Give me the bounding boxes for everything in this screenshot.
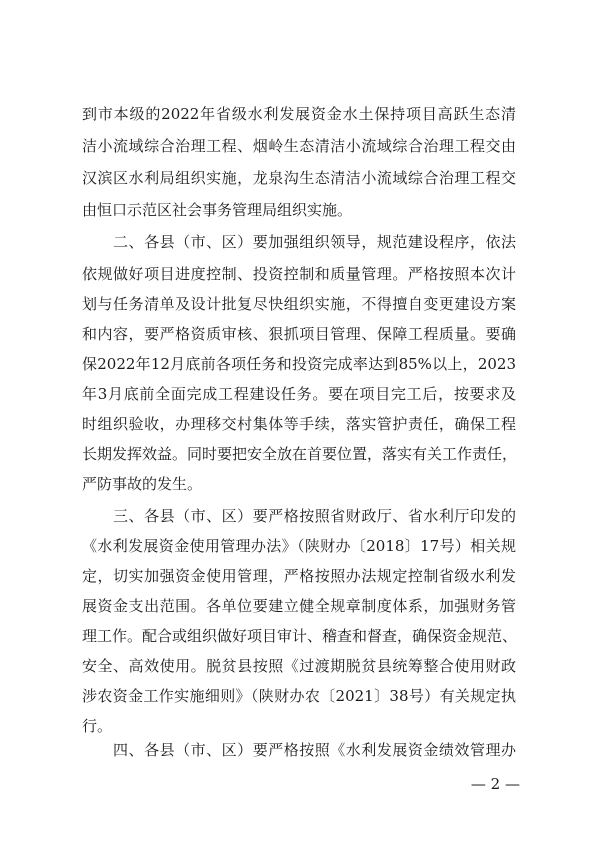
text-line: 年3月底前全面完成工程建设任务。要在项目完工后，按要求及 (82, 385, 516, 403)
text-line: 涉农资金工作实施细则》（陕财办农〔2021〕38号）有关规定执 (82, 687, 516, 705)
text-line: 依规做好项目进度控制、投资控制和质量管理。严格按照本次计 (82, 265, 516, 283)
text-line: 时组织验收，办理移交村集体等手续，落实管护责任，确保工程 (82, 415, 516, 433)
text-line: 定，切实加强资金使用管理，严格按照办法规定控制省级水利发 (82, 567, 516, 585)
page-number: — 2 — (470, 775, 520, 793)
text-line: 二、各县（市、区）要加强组织领导，规范建设程序，依法 (82, 233, 516, 251)
text-line: 和内容，要严格资质审核、狠抓项目管理、保障工程质量。要确 (82, 325, 516, 343)
text-line: 划与任务清单及设计批复尽快组织实施，不得擅自变更建设方案 (82, 295, 516, 313)
text-line: 三、各县（市、区）要严格按照省财政厅、省水利厅印发的 (82, 507, 516, 525)
text-line: 保2022年12月底前各项任务和投资完成率达到85%以上，2023 (82, 355, 516, 373)
text-line: 长期发挥效益。同时要把安全放在首要位置，落实有关工作责任， (82, 445, 518, 463)
text-line: 由恒口示范区社会事务管理局组织实施。 (82, 201, 353, 219)
text-line: 《水利发展资金使用管理办法》（陕财办〔2018〕17号）相关规 (82, 537, 516, 555)
text-line: 四、各县（市、区）要严格按照《水利发展资金绩效管理办 (82, 741, 516, 759)
text-line: 理工作。配合或组织做好项目审计、稽查和督查，确保资金规范、 (82, 627, 518, 645)
text-line: 洁小流域综合治理工程、烟岭生态清洁小流域综合治理工程交由 (82, 137, 516, 155)
text-line: 行。 (82, 717, 113, 735)
text-line: 展资金支出范围。各单位要建立健全规章制度体系，加强财务管 (82, 597, 516, 615)
text-line: 安全、高效使用。脱贫县按照《过渡期脱贫县统筹整合使用财政 (82, 657, 516, 675)
text-line: 严防事故的发生。 (82, 475, 203, 493)
text-line: 汉滨区水利局组织实施，龙泉沟生态清洁小流域综合治理工程交 (82, 169, 516, 187)
text-line: 到市本级的2022年省级水利发展资金水土保持项目高跃生态清 (82, 105, 516, 123)
